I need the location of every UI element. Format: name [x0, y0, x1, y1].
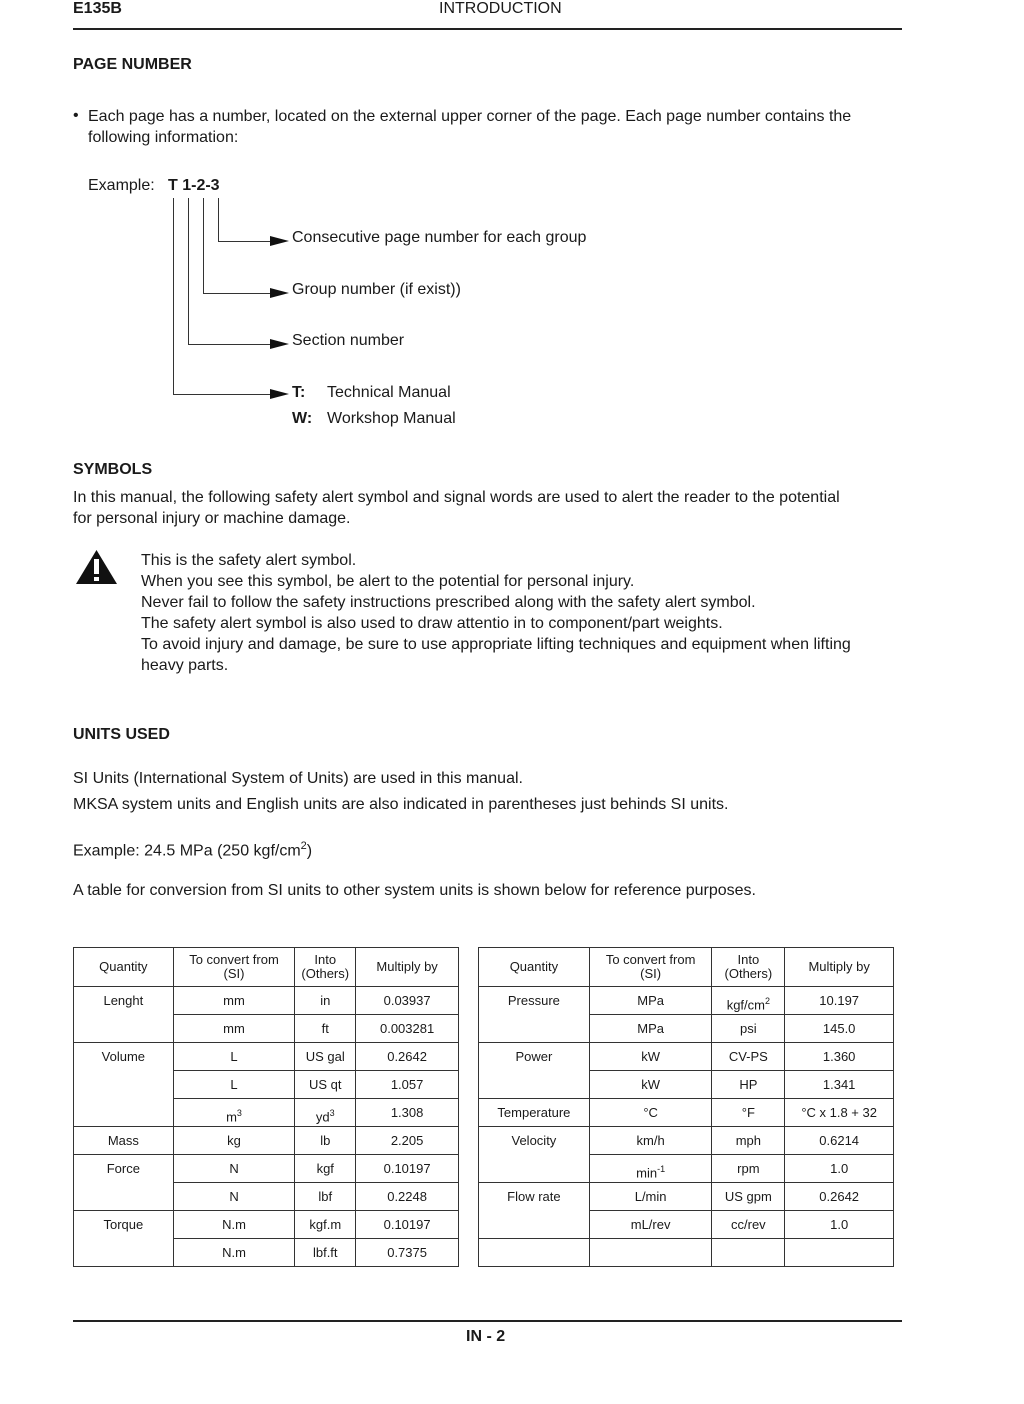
cell-quantity: Force — [74, 1155, 174, 1183]
cell-multiply: 2.205 — [356, 1127, 459, 1155]
cell-quantity — [74, 1099, 174, 1127]
cell-into: lbf — [295, 1183, 356, 1211]
connector-page-h — [218, 241, 273, 242]
cell-into — [712, 1239, 785, 1267]
cell-quantity: Velocity — [479, 1127, 590, 1155]
connector-section — [188, 198, 189, 345]
cell-from — [589, 1239, 712, 1267]
connector-t — [173, 198, 174, 395]
table-row — [479, 1071, 894, 1099]
table-row — [479, 1239, 894, 1267]
cell-quantity — [479, 1239, 590, 1267]
table-intro: A table for conversion from SI units to other system units is shown below for reference purposes. — [73, 882, 756, 899]
conversion-table-right — [478, 947, 894, 1267]
arrow-right-icon — [270, 339, 289, 349]
arrow-right-icon — [270, 288, 289, 298]
cell-multiply: 0.2642 — [785, 1183, 894, 1211]
cell-into: °F — [712, 1099, 785, 1127]
connector-group-h — [203, 293, 273, 294]
conversion-table-left — [73, 947, 459, 1267]
cell-multiply: 1.057 — [356, 1071, 459, 1099]
table-row — [479, 1127, 894, 1155]
cell-from: N — [173, 1155, 295, 1183]
cell-from: kW — [589, 1071, 712, 1099]
table-row — [74, 1239, 459, 1267]
table-row — [479, 1183, 894, 1211]
cell-from: N — [173, 1183, 295, 1211]
cell-quantity: Flow rate — [479, 1183, 590, 1211]
warning-triangle-icon — [75, 549, 118, 585]
cell-multiply: 0.10197 — [356, 1211, 459, 1239]
cell-quantity — [74, 1183, 174, 1211]
arrow-right-icon — [270, 236, 289, 246]
connector-group — [203, 198, 204, 294]
label-t-key: T: — [292, 384, 306, 401]
example-value: T 1-2-3 — [168, 177, 220, 194]
label-consecutive: Consecutive page number for each group — [292, 229, 587, 246]
footer-rule — [73, 1320, 902, 1322]
cell-from: kW — [589, 1043, 712, 1071]
safety-text — [141, 550, 916, 676]
cell-into: mph — [712, 1127, 785, 1155]
cell-multiply: °C x 1.8 + 32 — [785, 1099, 894, 1127]
cell-into: rpm — [712, 1155, 785, 1183]
cell-multiply: 1.308 — [356, 1099, 459, 1127]
table-row — [74, 1183, 459, 1211]
cell-into: HP — [712, 1071, 785, 1099]
arrow-right-icon — [270, 389, 289, 399]
cell-multiply: 1.0 — [785, 1211, 894, 1239]
table-row — [479, 987, 894, 1015]
table-row — [74, 987, 459, 1015]
cell-multiply: 0.6214 — [785, 1127, 894, 1155]
cell-multiply: 0.03937 — [356, 987, 459, 1015]
symbols-intro-line-1: In this manual, the following safety alert symbol and signal words are used to alert the reader to the potential — [73, 489, 840, 506]
cell-from: L — [173, 1043, 295, 1071]
cell-multiply: 0.2248 — [356, 1183, 459, 1211]
table-row — [479, 1043, 894, 1071]
cell-quantity: Lenght — [74, 987, 174, 1015]
connector-section-h — [188, 344, 273, 345]
cell-into: US gpm — [712, 1183, 785, 1211]
cell-quantity — [74, 1015, 174, 1043]
cell-from: MPa — [589, 1015, 712, 1043]
cell-from: $\min^{-1}$ — [589, 1155, 712, 1183]
header-quantity: Quantity — [479, 948, 590, 987]
safety-line: Never fail to follow the safety instructions prescribed along with the safety alert symbol. — [141, 594, 756, 611]
header-multiply: Multiply by — [356, 948, 459, 987]
cell-multiply — [785, 1239, 894, 1267]
header-model: E135B — [73, 0, 122, 17]
header-into: Into (Others) — [295, 948, 356, 987]
cell-into: kgf/$cm^2$ — [712, 987, 785, 1015]
page-number: IN - 2 — [466, 1328, 506, 1345]
cell-into: CV-PS — [712, 1043, 785, 1071]
header-into: Into (Others) — [712, 948, 785, 987]
cell-from: mm — [173, 987, 295, 1015]
example-prefix: Example: 24.5 MPa (250 kgf/cm — [73, 842, 301, 860]
cell-into: lb — [295, 1127, 356, 1155]
safety-line: heavy parts. — [141, 657, 229, 674]
cell-into: US gal — [295, 1043, 356, 1071]
cell-into: kgf.m — [295, 1211, 356, 1239]
units-heading: UNITS USED — [73, 726, 170, 743]
cell-quantity: Pressure — [479, 987, 590, 1015]
cell-into: in — [295, 987, 356, 1015]
cell-quantity: Power — [479, 1043, 590, 1071]
table-row — [479, 1099, 894, 1127]
table-row — [479, 1211, 894, 1239]
intro-line-2: following information: — [88, 129, 239, 146]
cell-from: °C — [589, 1099, 712, 1127]
header-quantity: Quantity — [74, 948, 174, 987]
table-row — [74, 1015, 459, 1043]
cell-multiply: 0.2642 — [356, 1043, 459, 1071]
cell-from: kg — [173, 1127, 295, 1155]
cell-from: $m^3$ — [173, 1099, 295, 1127]
table-header-row — [479, 948, 894, 987]
page-number-intro — [88, 106, 918, 148]
safety-line: To avoid injury and damage, be sure to use appropriate lifting techniques and equipment when lifting — [141, 636, 851, 653]
safety-line: This is the safety alert symbol. — [141, 552, 357, 569]
table-row — [74, 1043, 459, 1071]
example-sup: 2 — [300, 840, 307, 852]
cell-quantity — [74, 1071, 174, 1099]
cell-quantity — [74, 1239, 174, 1267]
table-row — [74, 1211, 459, 1239]
example-suffix: ) — [306, 842, 313, 860]
cell-multiply: 145.0 — [785, 1015, 894, 1043]
cell-quantity — [479, 1155, 590, 1183]
safety-line: When you see this symbol, be alert to the potential for personal injury. — [141, 573, 635, 590]
cell-from: L/min — [589, 1183, 712, 1211]
cell-into: US qt — [295, 1071, 356, 1099]
cell-from: km/h — [589, 1127, 712, 1155]
cell-from: MPa — [589, 987, 712, 1015]
safety-line: The safety alert symbol is also used to draw attentio in to component/part weights. — [141, 615, 723, 632]
label-t-value: Technical Manual — [327, 384, 451, 401]
page-number-heading: PAGE NUMBER — [73, 56, 192, 73]
cell-into: ft — [295, 1015, 356, 1043]
cell-quantity: Mass — [74, 1127, 174, 1155]
cell-into: cc/rev — [712, 1211, 785, 1239]
cell-quantity — [479, 1071, 590, 1099]
table-row — [74, 1099, 459, 1127]
cell-multiply: 10.197 — [785, 987, 894, 1015]
header-from: To convert from (SI) — [173, 948, 295, 987]
units-line-2: MKSA system units and English units are also indicated in parentheses just behinds SI units. — [73, 796, 729, 813]
label-section: Section number — [292, 332, 405, 349]
example-label: Example: — [88, 177, 155, 194]
cell-from: N.m — [173, 1239, 295, 1267]
table-row — [479, 1015, 894, 1043]
cell-multiply: 1.0 — [785, 1155, 894, 1183]
label-w-key: W: — [292, 410, 313, 427]
cell-from: N.m — [173, 1211, 295, 1239]
table-row — [74, 1127, 459, 1155]
intro-line-1: Each page has a number, located on the external upper corner of the page. Each page number contains the — [88, 108, 852, 125]
label-w-value: Workshop Manual — [327, 410, 456, 427]
header-rule — [73, 28, 902, 30]
bullet: • — [73, 107, 79, 124]
symbols-heading: SYMBOLS — [73, 461, 153, 478]
units-line-1: SI Units (International System of Units) are used in this manual. — [73, 770, 523, 787]
cell-into: lbf.ft — [295, 1239, 356, 1267]
cell-multiply: 1.341 — [785, 1071, 894, 1099]
connector-t-h — [173, 394, 273, 395]
cell-multiply: 0.7375 — [356, 1239, 459, 1267]
cell-multiply: 0.10197 — [356, 1155, 459, 1183]
cell-into: kgf — [295, 1155, 356, 1183]
table-header-row — [74, 948, 459, 987]
table-row — [74, 1071, 459, 1099]
cell-quantity — [479, 1015, 590, 1043]
connector-page — [218, 198, 219, 242]
label-group: Group number (if exist)) — [292, 281, 461, 298]
cell-from: mm — [173, 1015, 295, 1043]
cell-quantity — [479, 1211, 590, 1239]
cell-into: $yd^3$ — [295, 1099, 356, 1127]
cell-quantity: Volume — [74, 1043, 174, 1071]
cell-from: L — [173, 1071, 295, 1099]
cell-into: psi — [712, 1015, 785, 1043]
cell-from: mL/rev — [589, 1211, 712, 1239]
symbols-intro-line-2: for personal injury or machine damage. — [73, 510, 351, 527]
table-row — [74, 1155, 459, 1183]
cell-multiply: 1.360 — [785, 1043, 894, 1071]
table-row — [479, 1155, 894, 1183]
cell-multiply: 0.003281 — [356, 1015, 459, 1043]
header-from: To convert from (SI) — [589, 948, 712, 987]
units-example — [73, 836, 913, 861]
header-section: INTRODUCTION — [439, 0, 562, 17]
symbols-intro — [73, 487, 913, 529]
cell-quantity: Temperature — [479, 1099, 590, 1127]
header-multiply: Multiply by — [785, 948, 894, 987]
cell-quantity: Torque — [74, 1211, 174, 1239]
